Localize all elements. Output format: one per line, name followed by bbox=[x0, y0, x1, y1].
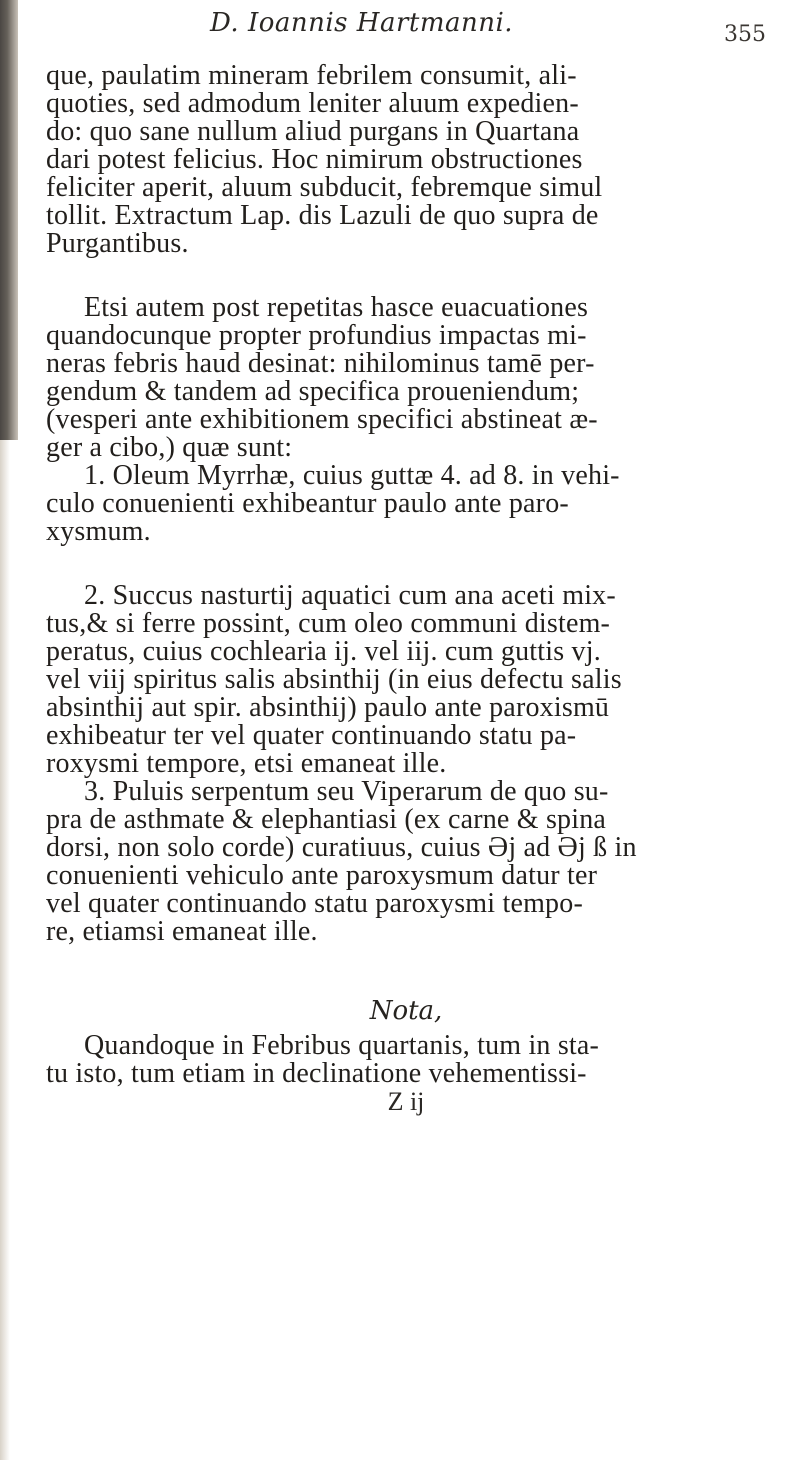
text-line: culo conuenienti exhibeantur paulo ante paro- bbox=[46, 490, 569, 518]
text-line: tus,& si ferre possint, cum oleo communi distem- bbox=[46, 610, 611, 638]
text-line: gendum & tandem ad specifica proueniendum; bbox=[46, 378, 580, 406]
text-line: neras febris haud desinat: nihilominus tamē per- bbox=[46, 350, 595, 378]
text-line: roxysmi tempore, etsi emaneat ille. bbox=[46, 750, 447, 778]
text-line: vel quater continuando statu paroxysmi tempo- bbox=[46, 890, 583, 918]
text-line: tollit. Extractum Lap. dis Lazuli de quo supra de bbox=[46, 202, 599, 230]
text-line: que, paulatim mineram febrilem consumit, ali- bbox=[46, 62, 577, 90]
text-line: 1. Oleum Myrrhæ, cuius guttæ 4. ad 8. in vehi- bbox=[84, 462, 620, 490]
text-line: quandocunque propter profundius impactas mi- bbox=[46, 322, 587, 350]
binding-shadow bbox=[0, 440, 10, 1460]
page-number: 355 bbox=[724, 22, 766, 47]
text-line: tu isto, tum etiam in declinatione vehementissi- bbox=[46, 1060, 587, 1088]
text-line: dari potest felicius. Hoc nimirum obstructiones bbox=[46, 146, 583, 174]
paragraph-oleum-myrrhae bbox=[46, 462, 766, 546]
running-head: D. Ioannis Hartmanni. bbox=[210, 8, 514, 38]
text-line: Quandoque in Febribus quartanis, tum in sta- bbox=[84, 1032, 600, 1060]
text-line: dorsi, non solo corde) curatiuus, cuius Əj ad Əj ß in bbox=[46, 834, 637, 862]
text-line: vel viij spiritus salis absinthij (in eius defectu salis bbox=[46, 666, 622, 694]
text-line: feliciter aperit, aluum subducit, febremque simul bbox=[46, 174, 603, 202]
text-line: (vesperi ante exhibitionem specifici abstineat æ- bbox=[46, 406, 598, 434]
text-line: 2. Succus nasturtij aquatici cum ana aceti mix- bbox=[84, 582, 616, 610]
text-line: Etsi autem post repetitas hasce euacuationes bbox=[84, 294, 589, 322]
paragraph-gap bbox=[46, 258, 766, 294]
text-line: re, etiamsi emaneat ille. bbox=[46, 918, 318, 946]
binding-edge bbox=[0, 0, 18, 440]
text-line: exhibeatur ter vel quater continuando statu pa- bbox=[46, 722, 577, 750]
text-line: absinthij aut spir. absinthij) paulo ante paroxismū bbox=[46, 694, 610, 722]
text-line: Purgantibus. bbox=[46, 230, 189, 258]
text-line: ger a cibo,) quæ sunt: bbox=[46, 434, 293, 462]
paragraph-nota bbox=[46, 1032, 766, 1088]
signature-mark: Z ij bbox=[387, 1087, 425, 1116]
text-line: pra de asthmate & elephantiasi (ex carne & spina bbox=[46, 806, 607, 834]
paragraph-succus-nasturtij bbox=[46, 582, 766, 778]
text-line: 3. Puluis serpentum seu Viperarum de quo su- bbox=[84, 778, 609, 806]
text-line: do: quo sane nullum aliud purgans in Quartana bbox=[46, 118, 580, 146]
paragraph-puluis-serpentum bbox=[46, 778, 766, 946]
section-gap bbox=[46, 946, 766, 990]
paragraph-gap bbox=[46, 546, 766, 582]
text-line: conuenienti vehiculo ante paroxysmum datur ter bbox=[46, 862, 598, 890]
text-line: peratus, cuius cochlearia ij. vel iij. cum guttis vj. bbox=[46, 638, 601, 666]
nota-heading: Nota, bbox=[369, 996, 443, 1026]
paragraph-purgantia bbox=[46, 62, 766, 258]
text-block bbox=[46, 62, 766, 1116]
text-line: quoties, sed admodum leniter aluum expedien- bbox=[46, 90, 579, 118]
text-line: xysmum. bbox=[46, 518, 151, 546]
paragraph-specifica bbox=[46, 294, 766, 462]
